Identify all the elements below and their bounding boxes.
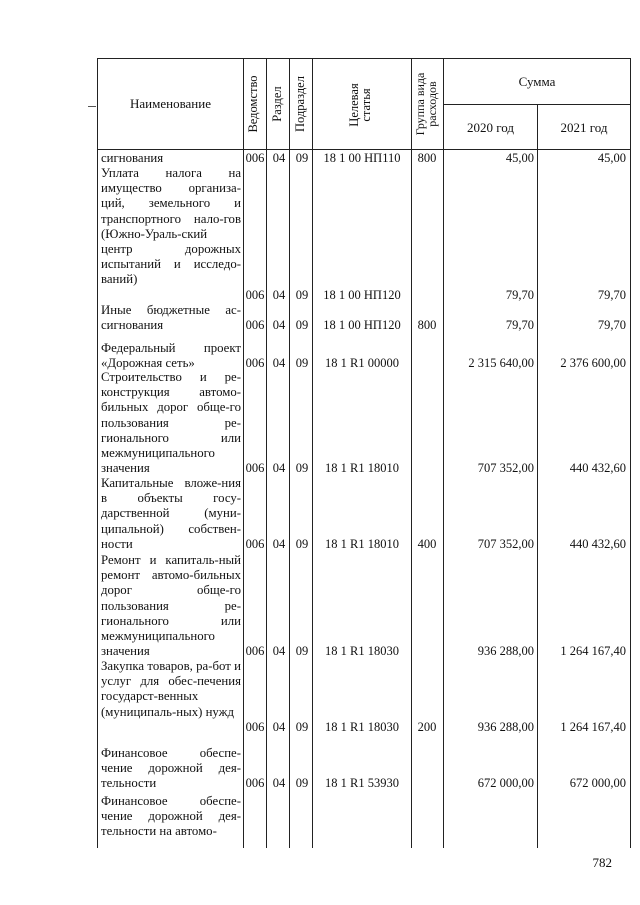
row-cell-s2: 1 264 167,40 (560, 719, 626, 734)
row-cell-podr: 09 (295, 536, 309, 551)
row-cell-s1: 707 352,00 (477, 536, 534, 551)
row-cell-podr: 09 (295, 644, 309, 659)
row-cell-podr: 09 (295, 461, 309, 476)
row-cell-grp: 800 (417, 318, 437, 333)
row-cell-s2: 1 264 167,40 (560, 644, 626, 659)
row-cell-razd: 04 (272, 776, 286, 791)
row-cell-razd: 04 (272, 644, 286, 659)
row-cell-ved: 006 (245, 461, 265, 476)
row-cell-ved: 006 (245, 151, 265, 165)
row-cell-podr: 09 (295, 287, 309, 302)
row-name: Финансовое обеспе-чение дорожной дея-тельности (101, 746, 241, 791)
row-cell-s2: 2 376 600,00 (560, 356, 626, 371)
row-cell-podr: 09 (295, 719, 309, 734)
row-cell-ved: 006 (245, 776, 265, 791)
row-cell-s1: 707 352,00 (477, 461, 534, 476)
row-cell-grp: 200 (417, 719, 437, 734)
row-cell-ved: 006 (245, 318, 265, 333)
row-cell-podr: 09 (295, 356, 309, 371)
row-cell-ved: 006 (245, 536, 265, 551)
header-ved: Ведомство (246, 75, 260, 133)
header-podrazdel: Подраздел (293, 76, 307, 132)
row-cell-s2: 440 432,60 (569, 461, 626, 476)
row-name: Финансовое обеспе-чение дорожной дея-тельности на автомо- (101, 794, 241, 839)
row-cell-grp: 800 (417, 151, 437, 165)
row-cell-razd: 04 (272, 719, 286, 734)
row-cell-s2: 79,70 (597, 318, 626, 333)
header-gruppa: Группа вида расходов (413, 72, 439, 136)
header-name: Наименование (130, 96, 211, 111)
row-cell-stat: 18 1 R1 00000 (325, 356, 399, 371)
row-name: Закупка товаров, ра-бот и услуг для обес-печения государст-венных (муниципаль-ных) нужд (101, 659, 241, 719)
row-cell-s2: 45,00 (597, 151, 626, 165)
row-cell-razd: 04 (272, 356, 286, 371)
row-name: Иные бюджетные ас-сигнования (101, 303, 241, 333)
header-razdel: Раздел (270, 86, 284, 122)
table-left-border (97, 58, 98, 848)
row-cell-s2: 79,70 (597, 287, 626, 302)
table-top-border (97, 58, 631, 59)
row-cell-ved: 006 (245, 644, 265, 659)
row-cell-s1: 936 288,00 (477, 719, 534, 734)
row-cell-razd: 04 (272, 536, 286, 551)
margin-tick (88, 106, 96, 107)
row-name: Строительство и ре-конструкция автомо-бильных дорог обще-го пользования ре-гионального или межмуниципального значения (101, 370, 241, 476)
row-cell-grp: 400 (417, 536, 437, 551)
row-cell-s1: 45,00 (505, 151, 534, 165)
row-name: Уплата налога на имущество организа-ций, земельного и транспортного нало-гов (Южно-Ураль-ский центр дорожных испытаний и исследо-ваний) (101, 166, 241, 287)
row-cell-podr: 09 (295, 776, 309, 791)
row-cell-stat: 18 1 R1 18030 (325, 644, 399, 659)
row-cell-razd: 04 (272, 318, 286, 333)
row-name: сигнования (101, 151, 164, 165)
row-cell-s2: 672 000,00 (569, 776, 626, 791)
header-2020: 2020 год (467, 120, 514, 135)
row-cell-stat: 18 1 R1 18030 (325, 719, 399, 734)
row-cell-ved: 006 (245, 719, 265, 734)
row-cell-s1: 672 000,00 (477, 776, 534, 791)
page-number: 782 (592, 855, 612, 870)
row-cell-ved: 006 (245, 356, 265, 371)
row-cell-stat: 18 1 R1 53930 (325, 776, 399, 791)
row-cell-podr: 09 (295, 318, 309, 333)
header-2021: 2021 год (560, 120, 608, 135)
table-right-border (630, 58, 631, 848)
row-cell-ved: 006 (245, 287, 265, 302)
header-summa: Сумма (518, 74, 556, 89)
row-cell-s1: 79,70 (505, 318, 534, 333)
row-cell-s1: 79,70 (505, 287, 534, 302)
row-cell-razd: 04 (272, 461, 286, 476)
row-cell-stat: 18 1 00 НП120 (323, 318, 401, 333)
row-cell-stat: 18 1 00 НП110 (323, 151, 401, 165)
row-cell-stat: 18 1 R1 18010 (325, 536, 399, 551)
row-cell-podr: 09 (295, 151, 309, 165)
row-cell-stat: 18 1 00 НП120 (323, 287, 401, 302)
row-cell-s1: 2 315 640,00 (468, 356, 534, 371)
row-cell-s1: 936 288,00 (477, 644, 534, 659)
row-cell-razd: 04 (272, 287, 286, 302)
col-border-razdel (266, 58, 267, 848)
row-name: Капитальные вложе-ния в объекты госу-дарственной (муни-ципальной) собствен-ности (101, 476, 241, 551)
row-cell-s2: 440 432,60 (569, 536, 626, 551)
row-cell-stat: 18 1 R1 18010 (325, 461, 399, 476)
row-name: Ремонт и капиталь-ный ремонт автомо-бильных дорог обще-го пользования ре-гионального или межмуниципального значения (101, 553, 241, 659)
row-cell-razd: 04 (272, 151, 286, 165)
row-name: Федеральный проект «Дорожная сеть» (101, 341, 241, 371)
header-statya: Целевая статья (347, 83, 373, 127)
